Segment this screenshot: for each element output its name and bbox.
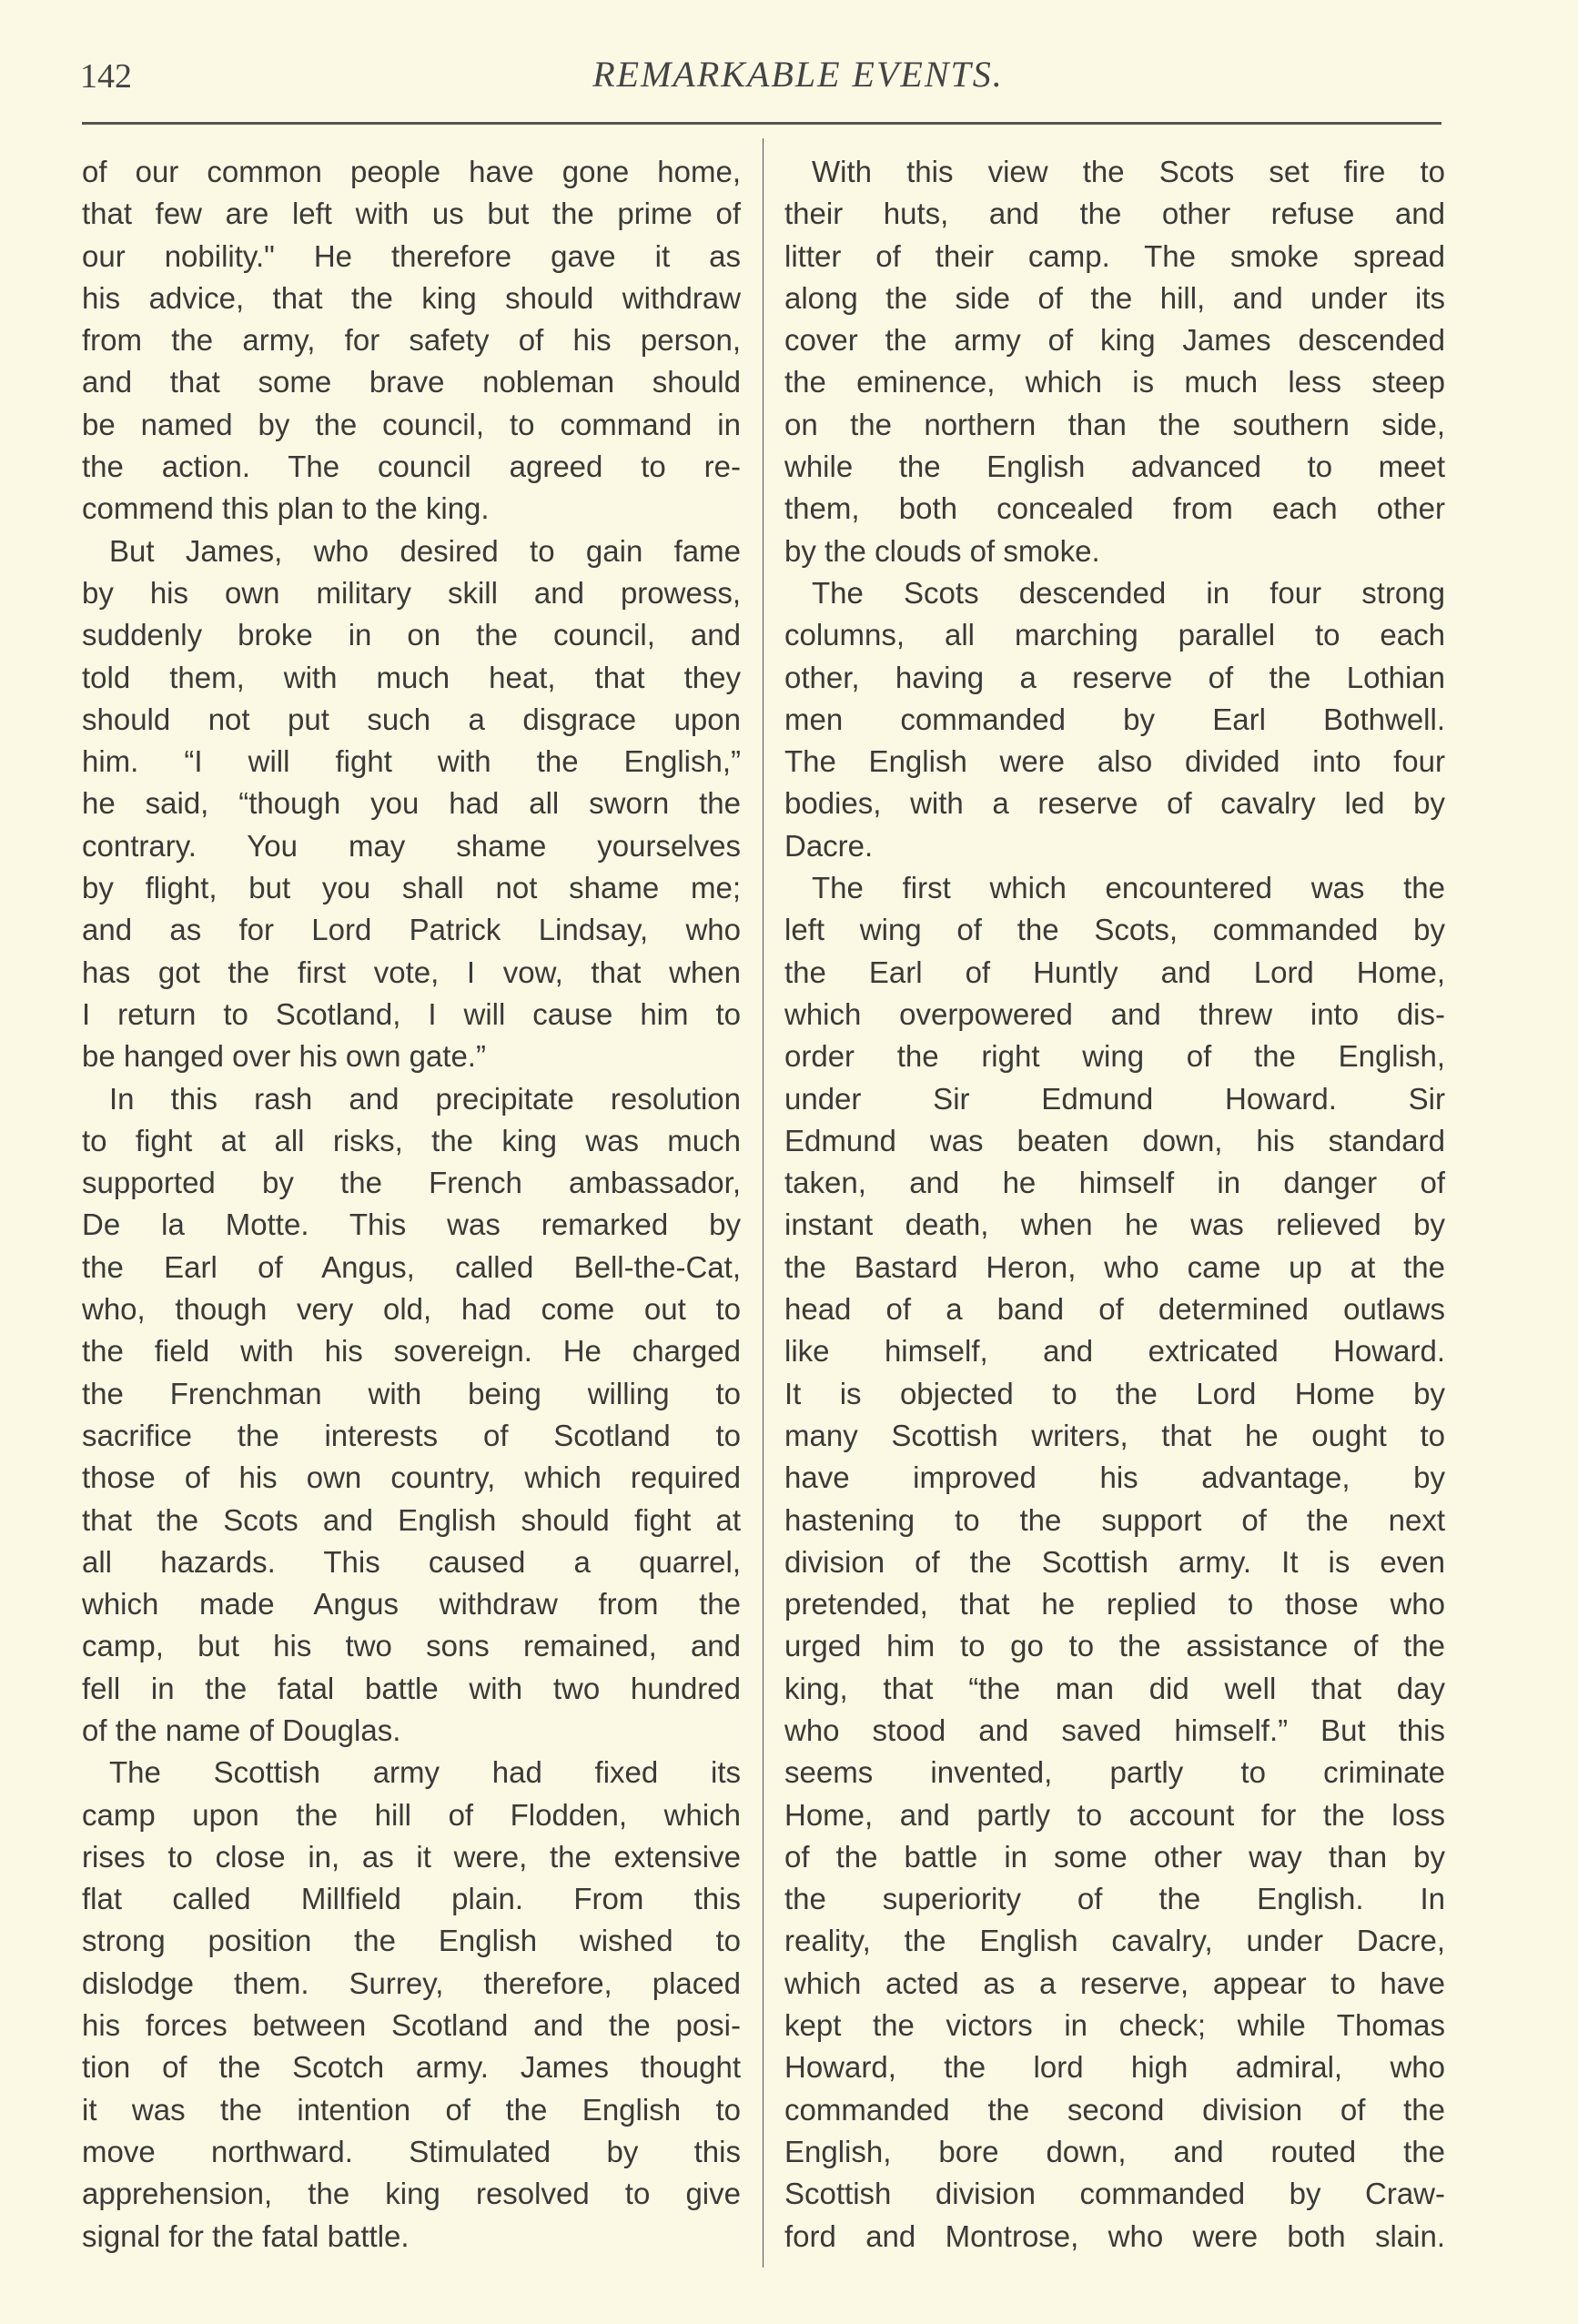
text-line: that few are left with us but the prime of <box>82 197 741 231</box>
text-line: by flight, but you shall not shame me; <box>82 871 741 905</box>
text-line: reality, the English cavalry, under Dacre, <box>784 1924 1445 1958</box>
text-line: Scottish division commanded by Craw- <box>784 2177 1445 2211</box>
text-line: I return to Scotland, I will cause him to <box>82 996 741 1031</box>
text-line: camp, but his two sons remained, and <box>82 1629 741 1663</box>
text-line: all hazards. This caused a quarrel, <box>82 1544 741 1579</box>
text-line: be hanged over his own gate.” <box>82 1039 486 1074</box>
column-divider <box>763 138 764 2268</box>
text-line: have improved his advantage, by <box>784 1460 1445 1495</box>
running-title: REMARKABLE EVENTS. <box>592 54 1004 95</box>
text-line: on the northern than the southern side, <box>784 407 1445 441</box>
text-line: of the name of Douglas. <box>82 1713 401 1747</box>
text-line: The Scottish army had fixed its <box>109 1755 741 1790</box>
text-line: bodies, with a reserve of cavalry led by <box>784 786 1445 821</box>
text-line: commanded the second division of the <box>784 2092 1445 2127</box>
text-line: by his own military skill and prowess, <box>82 575 741 610</box>
text-line: commend this plan to the king. <box>82 491 490 526</box>
text-line: his forces between Scotland and the posi- <box>82 2008 741 2043</box>
text-line: Home, and partly to account for the loss <box>784 1797 1445 1832</box>
text-line: the action. The council agreed to re- <box>82 450 741 484</box>
text-line: English, bore down, and routed the <box>784 2134 1445 2168</box>
text-line: him. “I will fight with the English,” <box>82 744 741 779</box>
left-column <box>82 151 741 2258</box>
text-line: that the Scots and English should fight at <box>82 1502 741 1537</box>
text-line: The Scots descended in four strong <box>812 575 1445 610</box>
text-line: has got the first vote, I vow, that when <box>82 955 741 989</box>
text-line: fell in the fatal battle with two hundred <box>82 1671 741 1705</box>
text-line: tion of the Scotch army. James thought <box>82 2050 741 2085</box>
text-line: their huts, and the other refuse and <box>784 197 1445 231</box>
text-line: strong position the English wished to <box>82 1924 741 1958</box>
text-line: and as for Lord Patrick Lindsay, who <box>82 913 741 947</box>
text-line: his advice, that the king should withdraw <box>82 280 741 315</box>
text-line: The English were also divided into four <box>784 744 1445 779</box>
text-line: kept the victors in check; while Thomas <box>784 2008 1445 2043</box>
text-line: hastening to the support of the next <box>784 1502 1445 1537</box>
text-line: should not put such a disgrace upon <box>82 702 741 736</box>
text-line: them, both concealed from each other <box>784 491 1445 526</box>
right-column <box>784 151 1445 2258</box>
text-line: urged him to go to the assistance of the <box>784 1629 1445 1663</box>
text-line: signal for the fatal battle. <box>82 2218 410 2253</box>
text-line: and that some brave nobleman should <box>82 365 741 399</box>
text-line: to fight at all risks, the king was much <box>82 1123 741 1157</box>
text-line: cover the army of king James descended <box>784 323 1445 358</box>
text-line: by the clouds of smoke. <box>784 533 1100 568</box>
text-line: the Bastard Heron, who came up at the <box>784 1249 1445 1284</box>
text-line: which acted as a reserve, appear to have <box>784 1965 1445 2000</box>
text-line: the Frenchman with being willing to <box>82 1376 741 1410</box>
text-line: De la Motte. This was remarked by <box>82 1207 741 1242</box>
text-line: sacrifice the interests of Scotland to <box>82 1418 741 1452</box>
text-line: the superiority of the English. In <box>784 1882 1445 1916</box>
text-line: along the side of the hill, and under its <box>784 280 1445 315</box>
text-line: flat called Millfield plain. From this <box>82 1882 741 1916</box>
text-line: litter of their camp. The smoke spread <box>784 238 1445 273</box>
text-line: dislodge them. Surrey, therefore, placed <box>82 1965 741 2000</box>
text-line: from the army, for safety of his person, <box>82 323 741 358</box>
text-line: many Scottish writers, that he ought to <box>784 1418 1445 1452</box>
text-line: move northward. Stimulated by this <box>82 2134 741 2168</box>
text-line: But James, who desired to gain fame <box>109 533 741 568</box>
text-line: under Sir Edmund Howard. Sir <box>784 1081 1445 1116</box>
text-line: be named by the council, to command in <box>82 407 741 441</box>
text-line: those of his own country, which required <box>82 1460 741 1495</box>
text-line: which made Angus withdraw from the <box>82 1587 741 1622</box>
text-line: of the battle in some other way than by <box>784 1839 1445 1874</box>
text-line: supported by the French ambassador, <box>82 1166 741 1200</box>
text-line: order the right wing of the English, <box>784 1039 1445 1074</box>
text-line: who, though very old, had come out to <box>82 1292 741 1327</box>
text-line: With this view the Scots set fire to <box>812 155 1445 188</box>
text-line: seems invented, partly to criminate <box>784 1755 1445 1790</box>
text-line: pretended, that he replied to those who <box>784 1587 1445 1622</box>
text-line: of our common people have gone home, <box>82 155 741 188</box>
header-rule <box>82 122 1441 125</box>
text-line: our nobility." He therefore gave it as <box>82 238 741 273</box>
text-line: The first which encountered was the <box>812 871 1445 905</box>
text-line: contrary. You may shame yourselves <box>82 828 741 863</box>
text-line: the Earl of Huntly and Lord Home, <box>784 955 1445 989</box>
text-line: division of the Scottish army. It is even <box>784 1544 1445 1579</box>
text-line: Howard, the lord high admiral, who <box>784 2050 1445 2085</box>
text-line: the eminence, which is much less steep <box>784 365 1445 399</box>
text-line: taken, and he himself in danger of <box>784 1166 1445 1200</box>
text-line: suddenly broke in on the council, and <box>82 618 741 652</box>
text-line: ford and Montrose, who were both slain. <box>784 2218 1445 2253</box>
text-line: rises to close in, as it were, the extensive <box>82 1839 741 1874</box>
text-line: instant death, when he was relieved by <box>784 1207 1445 1242</box>
text-line: it was the intention of the English to <box>82 2092 741 2127</box>
page-number: 142 <box>80 57 132 96</box>
text-line: Edmund was beaten down, his standard <box>784 1123 1445 1157</box>
text-line: columns, all marching parallel to each <box>784 618 1445 652</box>
text-line: Dacre. <box>784 828 874 863</box>
text-line: men commanded by Earl Bothwell. <box>784 702 1445 736</box>
text-line: In this rash and precipitate resolution <box>109 1081 741 1116</box>
text-line: while the English advanced to meet <box>784 450 1445 484</box>
text-line: the Earl of Angus, called Bell-the-Cat, <box>82 1249 741 1284</box>
text-line: he said, “though you had all sworn the <box>82 786 741 821</box>
text-line: who stood and saved himself.” But this <box>784 1713 1445 1747</box>
text-line: other, having a reserve of the Lothian <box>784 660 1445 694</box>
text-line: head of a band of determined outlaws <box>784 1292 1445 1327</box>
text-line: apprehension, the king resolved to give <box>82 2177 741 2211</box>
text-line: told them, with much heat, that they <box>82 660 741 694</box>
text-line: It is objected to the Lord Home by <box>784 1376 1445 1410</box>
text-line: which overpowered and threw into dis- <box>784 996 1445 1031</box>
text-line: like himself, and extricated Howard. <box>784 1334 1445 1369</box>
text-line: left wing of the Scots, commanded by <box>784 913 1445 947</box>
text-line: camp upon the hill of Flodden, which <box>82 1797 741 1832</box>
text-line: king, that “the man did well that day <box>784 1671 1445 1705</box>
text-line: the field with his sovereign. He charged <box>82 1334 741 1369</box>
